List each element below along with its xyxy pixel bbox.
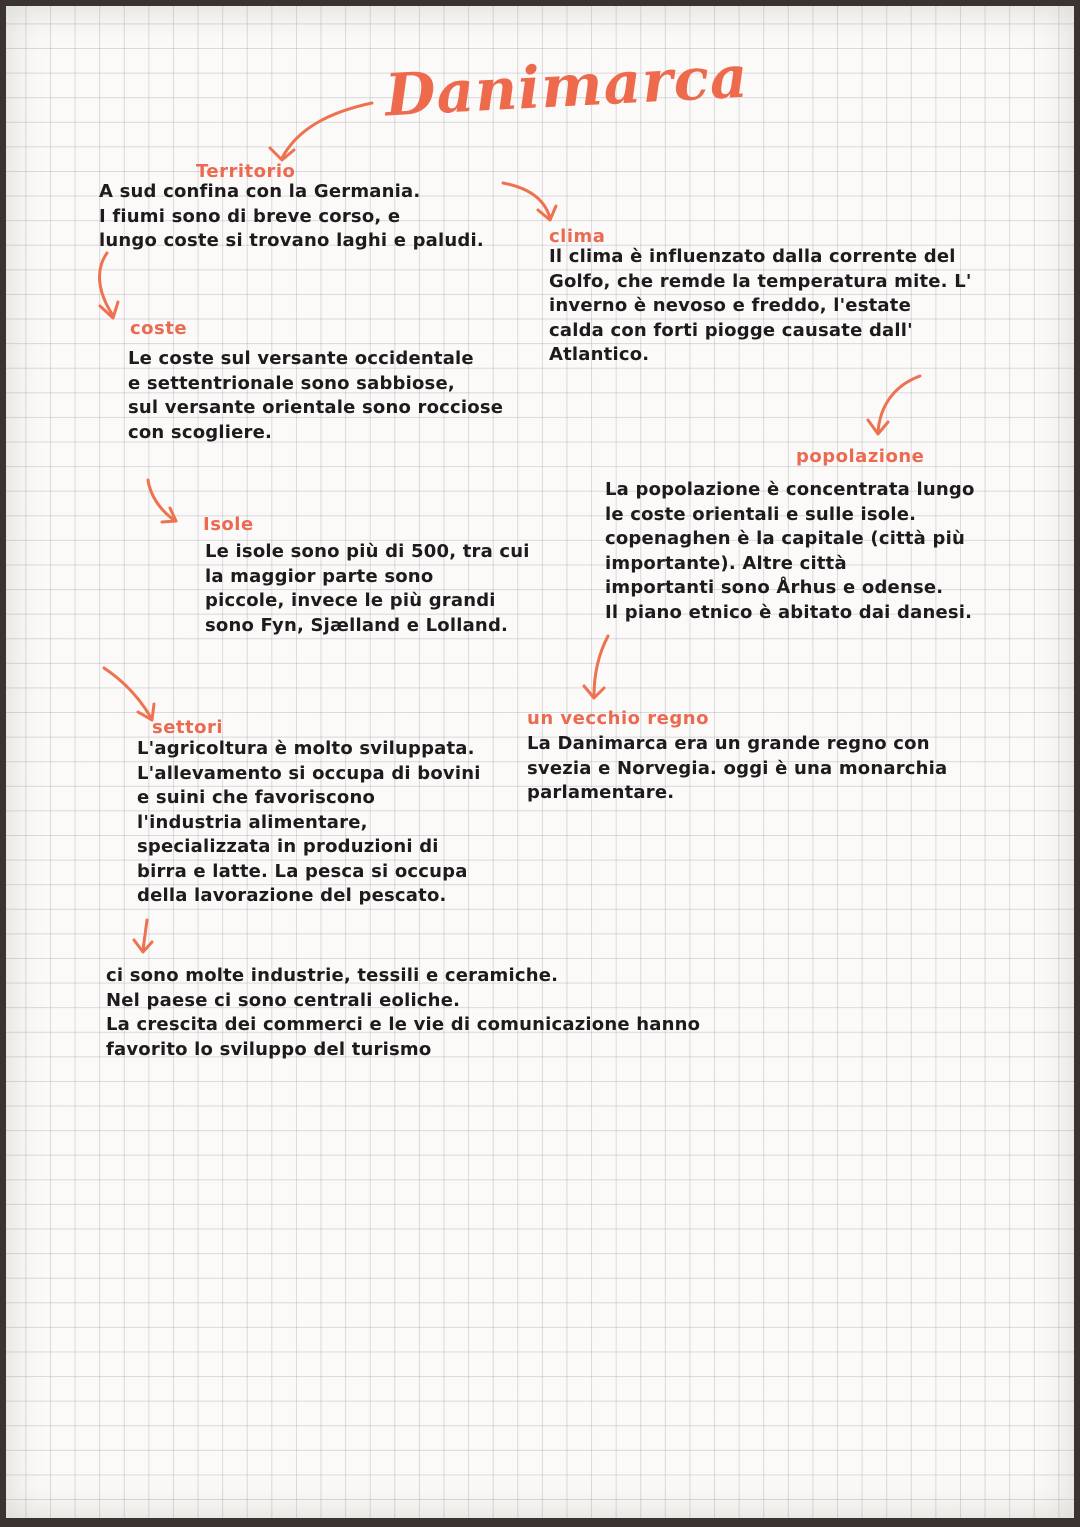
arrow-isole-to-settori	[104, 668, 154, 720]
coste-text	[128, 347, 503, 445]
regno-text	[527, 732, 947, 806]
clima-line: Golfo, che remde la temperatura mite. L'	[549, 270, 972, 292]
territorio-line: lungo coste si trovano laghi e paludi.	[99, 230, 484, 251]
industrie-line: Nel paese ci sono centrali eoliche.	[106, 989, 461, 1011]
settori-line: birra e latte. La pesca si occupa	[137, 860, 468, 882]
settori-text	[137, 737, 481, 909]
popolazione-heading: popolazione	[796, 446, 925, 467]
territorio-line: A sud confina con la Germania.	[99, 181, 421, 202]
regno-line: La Danimarca era un grande regno con	[527, 733, 930, 754]
regno-heading: un vecchio regno	[527, 708, 709, 729]
territorio-line: I fiumi sono di breve corso, e	[99, 205, 401, 227]
arrow-coste-to-isole	[148, 480, 176, 522]
clima-line: calda con forti piogge causate dall'	[549, 319, 913, 341]
arrow-title-to-territorio	[270, 103, 372, 160]
isole-line: piccole, invece le più grandi	[205, 590, 496, 611]
clima-line: Atlantico.	[549, 344, 650, 365]
isole-line: la maggior parte sono	[205, 565, 434, 587]
coste-line: e settentrionale sono sabbiose,	[128, 372, 455, 394]
territorio-text	[99, 180, 484, 254]
settori-line: specializzata in produzioni di	[137, 836, 439, 857]
settori-line: L'agricoltura è molto sviluppata.	[137, 738, 475, 759]
regno-line: parlamentare.	[527, 782, 675, 803]
clima-text	[549, 245, 972, 368]
clima-heading: clima	[549, 226, 606, 247]
settori-line: della lavorazione del pescato.	[137, 885, 447, 906]
territorio-heading: Territorio	[196, 161, 296, 182]
popolazione-line: importanti sono Århus e odense.	[605, 577, 944, 598]
industrie-line: favorito lo sviluppo del turismo	[106, 1038, 432, 1060]
arrow-clima-to-popolazione	[868, 376, 920, 434]
isole-line: Le isole sono più di 500, tra cui	[205, 541, 530, 562]
popolazione-line: Il piano etnico è abitato dai danesi.	[605, 601, 973, 623]
popolazione-text	[605, 478, 975, 625]
settori-line: L'allevamento si occupa di bovini	[137, 762, 481, 784]
settori-line: e suini che favoriscono	[137, 787, 376, 808]
coste-line: sul versante orientale sono rocciose	[128, 397, 504, 418]
clima-line: inverno è nevoso e freddo, l'estate	[549, 295, 911, 316]
industrie-text	[106, 964, 700, 1062]
coste-line: con scogliere.	[128, 421, 273, 443]
arrow-territorio-to-coste	[100, 253, 118, 318]
popolazione-line: La popolazione è concentrata lungo	[605, 479, 975, 500]
arrow-popolazione-to-regno	[584, 636, 608, 698]
popolazione-line: importante). Altre città	[605, 552, 847, 574]
regno-line: svezia e Norvegia. oggi è una monarchia	[527, 757, 948, 779]
isole-text	[205, 540, 530, 638]
popolazione-line: le coste orientali e sulle isole.	[605, 503, 917, 525]
clima-line: Il clima è influenzato dalla corrente del	[549, 246, 956, 267]
industrie-line: ci sono molte industrie, tessili e ceramiche.	[106, 965, 559, 986]
coste-line: Le coste sul versante occidentale	[128, 348, 474, 369]
industrie-line: La crescita dei commerci e le vie di comunicazione hanno	[106, 1014, 701, 1035]
isole-heading: Isole	[203, 514, 254, 535]
isole-line: sono Fyn, Sjælland e Lolland.	[205, 614, 509, 636]
arrow-settori-to-industrie	[134, 920, 152, 952]
arrow-territorio-to-clima	[503, 183, 556, 220]
coste-heading: coste	[130, 318, 188, 339]
settori-heading: settori	[152, 717, 224, 738]
page-title: Danimarca	[383, 42, 751, 130]
settori-line: l'industria alimentare,	[137, 811, 368, 833]
popolazione-line: copenaghen è la capitale (città più	[605, 528, 965, 549]
